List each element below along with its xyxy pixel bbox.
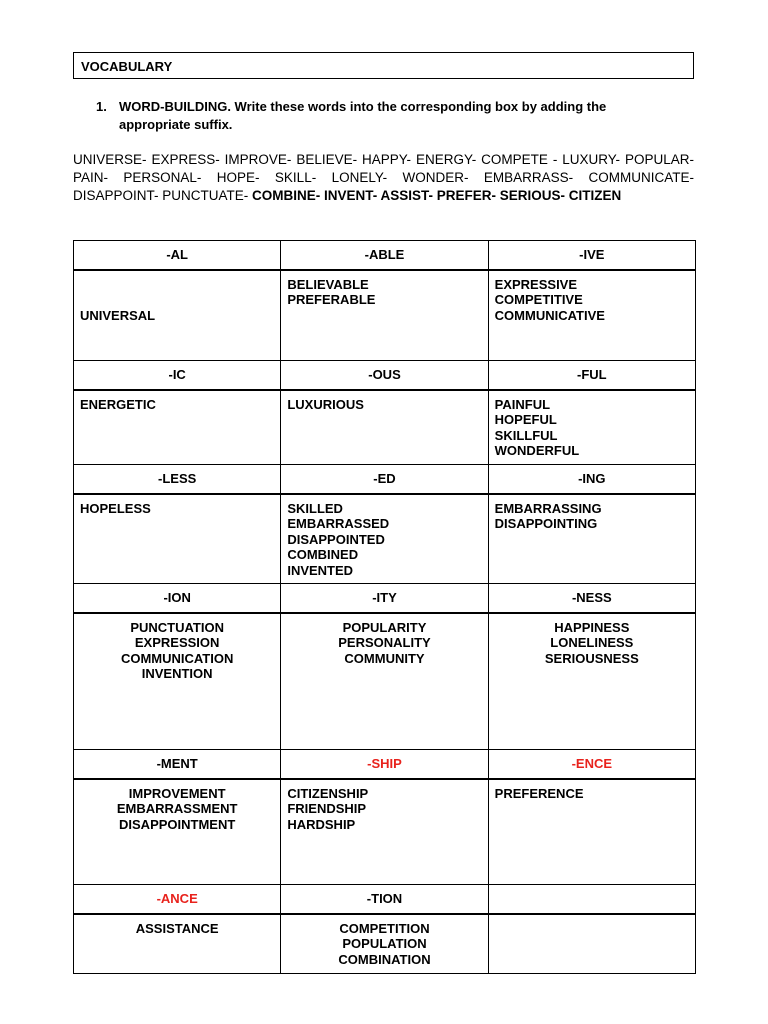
suffix-header: -ANCE [74,885,281,914]
answer-word: EMBARRASSING [494,500,602,516]
answer-word: BELIEVABLE [287,276,369,292]
answer-word: COMBINATION [338,951,431,967]
instruction-number: 1. [96,99,107,114]
suffix-header-row [74,241,696,270]
suffix-header [488,885,695,914]
suffix-header: -AL [74,241,281,270]
answer-cell [74,494,281,584]
answer-word: PERSONALITY [338,635,431,650]
suffix-header-row [74,361,696,390]
answer-word: SERIOUSNESS [544,650,639,666]
suffix-answer-row [74,914,696,974]
answer-cell [74,779,281,885]
answer-word: SKILLED [287,500,343,516]
answer-word: PUNCTUATION [130,619,224,635]
answer-word: IMPROVEMENT [128,785,226,801]
answer-word: EMBARRASSED [287,516,390,531]
word-list-bold: COMBINE- INVENT- ASSIST- PREFER- SERIOUS- CITIZEN [252,188,622,203]
answer-word: INVENTION [141,666,213,681]
answer-word: POPULATION [342,936,427,951]
answer-cell [488,494,695,584]
suffix-header: -MENT [74,750,281,779]
answer-word: ENERGETIC [80,396,156,412]
answer-word: LUXURIOUS [287,396,364,412]
answer-cell [281,779,488,885]
answer-word: PAINFUL [494,396,551,412]
answer-cell [74,270,281,361]
answer-cell [488,914,695,974]
word-list-regular: UNIVERSE- EXPRESS- IMPROVE- BELIEVE- HAPPY- ENERGY- COMPETE - LUXURY- POPULAR- PAIN- PERSONAL- HOPE- SKILL- LONELY- WONDER- EMBARRASS- COMMUNICATE- DISAPPOINT- PUNCTUATE- [73,152,694,203]
suffix-answer-row [74,390,696,465]
suffix-header: -FUL [488,361,695,390]
section-title: VOCABULARY [73,52,694,79]
answer-word: COMBINED [287,547,359,562]
answer-cell [281,270,488,361]
suffix-header-row [74,465,696,494]
answer-cell [488,390,695,465]
suffix-header: -IC [74,361,281,390]
answer-word: UNIVERSAL [80,307,156,323]
answer-word: COMPETITION [339,920,430,936]
answer-word: DISAPPOINTING [494,516,598,531]
answer-word: FRIENDSHIP [287,801,367,816]
suffix-header: -ENCE [488,750,695,779]
answer-word: PREFERENCE [494,785,584,801]
instruction [96,98,676,134]
answer-word: HAPPINESS [554,619,630,635]
answer-cell [488,613,695,750]
answer-word: CITIZENSHIP [287,785,369,801]
word-list [73,151,694,205]
answer-word: COMMUNICATIVE [494,307,605,323]
suffix-header: -IVE [488,241,695,270]
answer-word: PREFERABLE [287,292,376,307]
answer-cell [281,494,488,584]
answer-word: HARDSHIP [287,816,356,832]
instruction-text: WORD-BUILDING. Write these words into the corresponding box by adding the appropriate suffix. [119,99,607,132]
suffix-header: -ING [488,465,695,494]
suffix-header-row [74,885,696,914]
suffix-header-row [74,584,696,613]
suffix-header: -ABLE [281,241,488,270]
answer-cell [74,914,281,974]
answer-cell [74,613,281,750]
answer-word: EXPRESSIVE [494,276,578,292]
answer-word: POPULARITY [342,619,427,635]
suffix-answer-row [74,494,696,584]
answer-cell [281,914,488,974]
suffix-header: -TION [281,885,488,914]
answer-word: DISAPPOINTED [287,531,385,547]
suffix-header: -SHIP [281,750,488,779]
answer-cell [488,270,695,361]
suffix-header: -LESS [74,465,281,494]
suffix-header-row [74,750,696,779]
suffix-answer-row [74,270,696,361]
answer-word: HOPEFUL [494,412,557,427]
answer-word: EXPRESSION [134,635,220,650]
answer-cell [74,390,281,465]
suffix-header: -NESS [488,584,695,613]
answer-word: DISAPPOINTMENT [119,816,236,832]
answer-cell [281,390,488,465]
suffix-header: -OUS [281,361,488,390]
answer-cell [488,779,695,885]
suffix-table [73,240,696,974]
answer-word: SKILLFUL [494,427,558,443]
answer-word: LONELINESS [550,635,634,650]
answer-word: ASSISTANCE [135,920,219,936]
answer-word: EMBARRASSMENT [116,801,238,816]
suffix-header: -ITY [281,584,488,613]
answer-word: HOPELESS [80,500,151,516]
answer-word: WONDERFUL [494,443,580,458]
suffix-answer-row [74,779,696,885]
answer-word: COMMUNITY [344,650,425,666]
answer-word: COMPETITIVE [494,292,583,307]
answer-cell [281,613,488,750]
suffix-header: -ED [281,465,488,494]
answer-word: INVENTED [287,562,354,578]
suffix-header: -ION [74,584,281,613]
suffix-answer-row [74,613,696,750]
answer-word: COMMUNICATION [120,650,234,666]
